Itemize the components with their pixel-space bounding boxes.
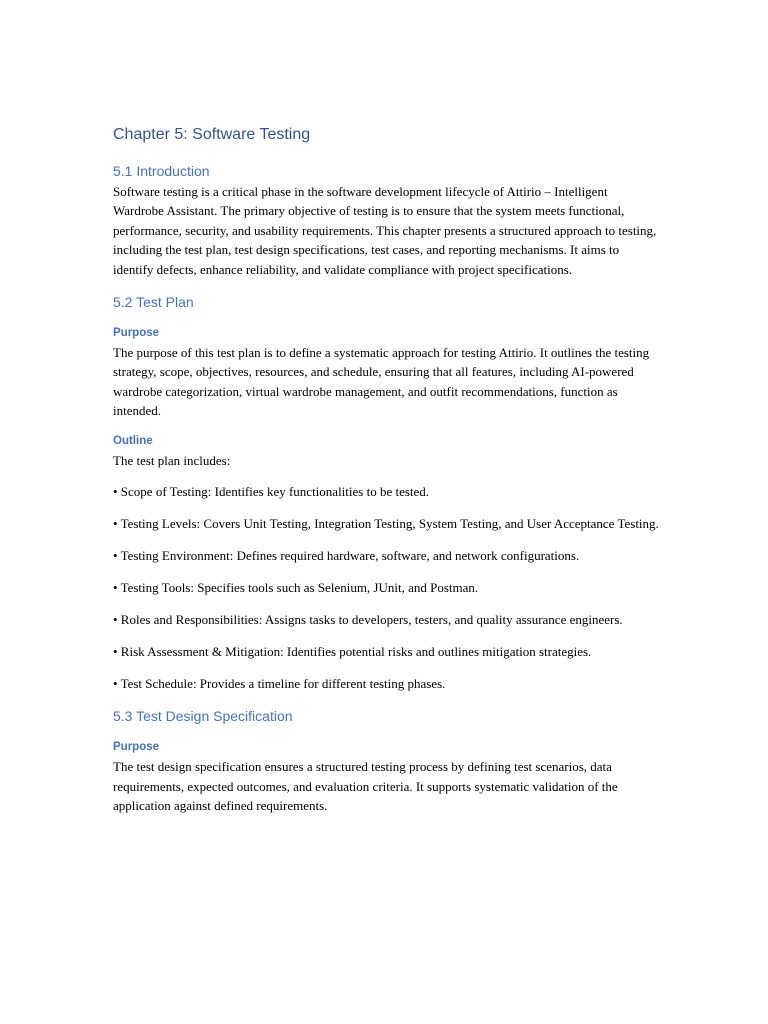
section-heading-introduction: 5.1 Introduction xyxy=(113,163,210,179)
subheading-purpose: Purpose xyxy=(113,327,160,340)
list-item: • Risk Assessment & Mitigation: Identifies potential risks and outlines mitigation strategies. xyxy=(113,644,592,660)
list-item: • Testing Tools: Specifies tools such as Selenium, JUnit, and Postman. xyxy=(113,580,479,596)
list-item: • Roles and Responsibilities: Assigns tasks to developers, testers, and quality assurance engineers. xyxy=(113,612,623,628)
document-page xyxy=(113,124,661,816)
chapter-title: Chapter 5: Software Testing xyxy=(113,126,311,143)
outline-intro: The test plan includes: xyxy=(113,452,231,468)
outline-bullet-list xyxy=(113,482,661,693)
section-heading-test-plan: 5.2 Test Plan xyxy=(113,294,194,311)
list-item: • Testing Levels: Covers Unit Testing, Integration Testing, System Testing, and User Acceptance Testing. xyxy=(113,516,659,532)
list-item: • Test Schedule: Provides a timeline for different testing phases. xyxy=(113,676,446,692)
test-plan-purpose-paragraph: The purpose of this test plan is to define a systematic approach for testing Attirio. It outlines the testing strategy, scope, objectives, resources, and schedule, ensuring that all features, including AI-powered wardrobe categorization, virtual wardrobe management, and outfit recommendations, function as intended. xyxy=(113,345,650,419)
section-heading-test-design-specification: 5.3 Test Design Specification xyxy=(113,708,293,725)
test-design-purpose-paragraph: The test design specification ensures a structured testing process by defining test scenarios, data requirements, expected outcomes, and evaluation criteria. It supports systematic validation of the application against defined requirements. xyxy=(113,759,618,814)
list-item: • Testing Environment: Defines required hardware, software, and network configurations. xyxy=(113,548,580,564)
subheading-outline: Outline xyxy=(113,434,153,447)
introduction-paragraph: Software testing is a critical phase in the software development lifecycle of Attirio – Intelligent Wardrobe Assistant. The primary objective of testing is to ensure that the system meets functional, performance, security, and usability requirements. This chapter presents a structured approach to testing, including the test plan, test design specifications, test cases, and reporting mechanisms. It aims to identify defects, enhance reliability, and validate compliance with project specifications. xyxy=(113,184,657,277)
list-item: • Scope of Testing: Identifies key functionalities to be tested. xyxy=(113,484,430,500)
subheading-purpose: Purpose xyxy=(113,741,160,754)
